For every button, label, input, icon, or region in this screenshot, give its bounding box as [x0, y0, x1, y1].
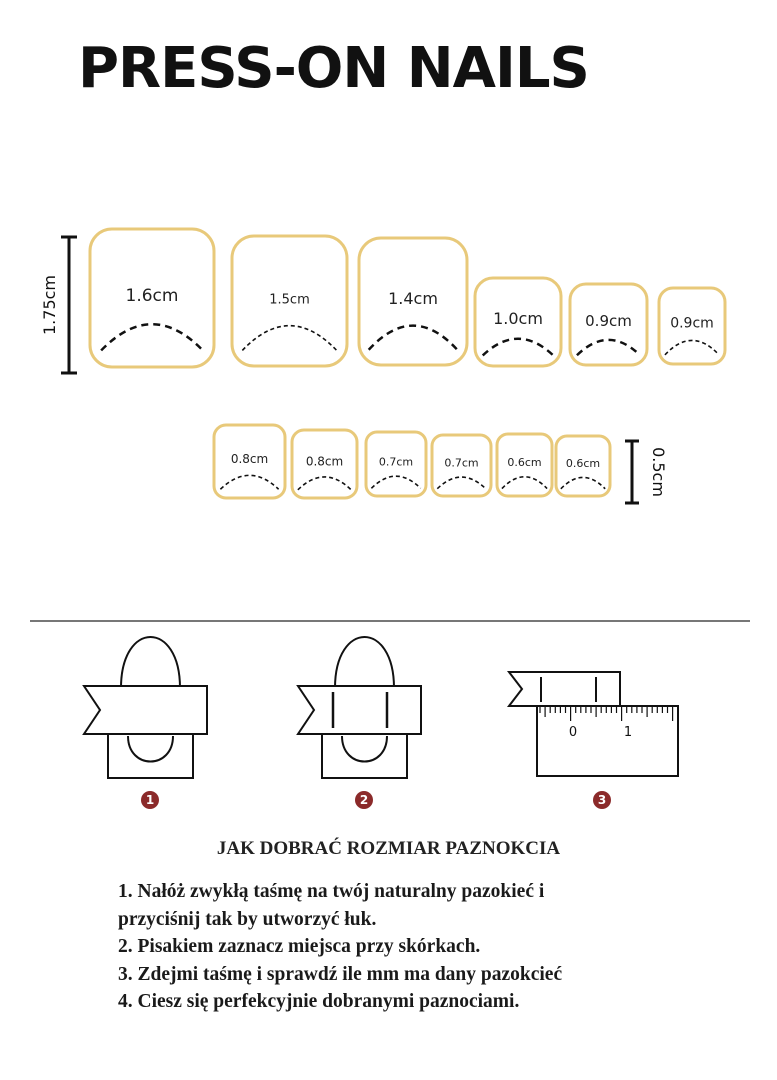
small-nail-label: 0.7cm [444, 456, 479, 470]
large-nail-label: 1.4cm [388, 289, 438, 309]
small-nail-label: 0.6cm [507, 456, 542, 470]
small-nail-3 [366, 432, 426, 496]
step-1-illustration [84, 637, 207, 778]
instruction-line: 1. Nałóż zwykłą taśmę na twój naturalny pazokieć i [118, 881, 545, 902]
large-nail-label: 1.0cm [493, 308, 543, 328]
large-nail-5 [570, 284, 647, 365]
small-nail-label: 0.6cm [565, 457, 601, 471]
small-nail-2 [292, 430, 357, 498]
step-number-2: 2 [359, 793, 369, 807]
small-nail-4 [432, 435, 491, 496]
step-3-illustration [509, 672, 678, 776]
large-nail-2 [232, 236, 347, 366]
small-nail-1 [214, 425, 285, 498]
large-nail-label: 1.6cm [125, 285, 179, 306]
page-title: PRESS-ON NAILS [78, 36, 589, 101]
small-height-measure-bar [625, 441, 668, 503]
large-nail-label: 0.9cm [670, 315, 714, 332]
step-number-1: 1 [145, 793, 155, 807]
step-badge-2 [355, 791, 373, 809]
ruler-label-0: 0 [568, 725, 578, 740]
small-nail-6 [556, 436, 610, 496]
small-nail-5 [497, 434, 552, 496]
step-2-illustration [298, 637, 421, 778]
instructions-heading: JAK DOBRAĆ ROZMIAR PAZNOKCIA [216, 838, 561, 859]
large-nail-3 [359, 238, 467, 365]
step-number-3: 3 [597, 793, 607, 807]
instruction-line: 4. Ciesz się perfekcyjnie dobranymi paznociami. [118, 991, 520, 1012]
ruler-label-1: 1 [623, 725, 633, 740]
large-nail-label: 0.9cm [585, 312, 632, 331]
nail-row-small [214, 425, 610, 498]
step-badge-1 [141, 791, 159, 809]
height-measure-bar [40, 237, 77, 373]
instruction-line: 2. Pisakiem zaznacz miejsca przy skórkach. [118, 936, 481, 957]
instruction-line: 3. Zdejmi taśmę i sprawdź ile mm ma dany pazokcieć [118, 963, 563, 985]
step-badge-3 [593, 791, 611, 809]
instruction-line: przyciśnij tak by utworzyć łuk. [118, 908, 377, 930]
small-height-label: 0.5cm [649, 447, 668, 497]
instructions-list [118, 878, 758, 1016]
large-nail-6 [659, 288, 725, 364]
large-nail-4 [475, 278, 561, 366]
large-nail-1 [90, 229, 214, 367]
small-nail-label: 0.8cm [230, 451, 269, 466]
large-nail-label: 1.5cm [269, 292, 310, 308]
height-label: 1.75cm [40, 274, 59, 336]
small-nail-label: 0.7cm [378, 455, 414, 469]
small-nail-label: 0.8cm [305, 454, 344, 469]
nail-row-large [90, 229, 725, 367]
